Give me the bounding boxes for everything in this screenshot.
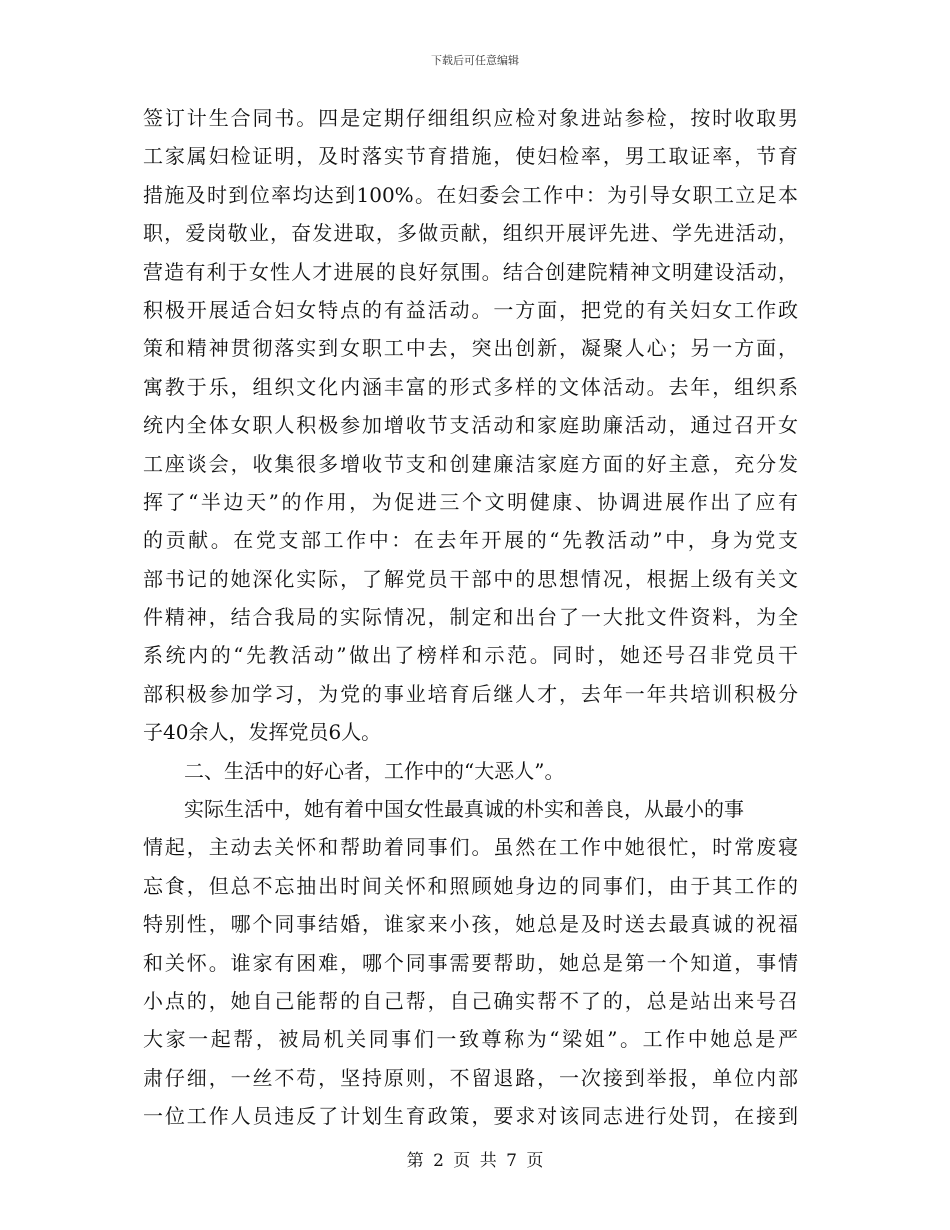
text-line: 积极开展适合妇女特点的有益活动。一方面，把党的有关妇女工作政 [143,297,798,322]
text-line: 策和精神贯彻落实到女职工中去，突出创新，凝聚人心；另一方面， [143,336,798,361]
text-line: 肃仔细，一丝不苟，坚持原则，不留退路，一次接到举报，单位内部 [143,1065,798,1090]
text-line: 的贡献。在党支部工作中：在去年开展的“先教活动”中，身为党支 [143,528,798,553]
text-line: 工家属妇检证明，及时落实节育措施，使妇检率，男工取证率，节育 [143,144,798,169]
text-line: 小点的，她自己能帮的自己帮，自己确实帮不了的，总是站出来号召 [143,988,798,1013]
text-line: 寓教于乐，组织文化内涵丰富的形式多样的文体活动。去年，组织系 [143,374,798,399]
text-line: 工座谈会，收集很多增收节支和创建廉洁家庭方面的好主意，充分发 [143,451,798,476]
document-body [143,99,798,1136]
text-line: 实际生活中，她有着中国女性最真诚的朴实和善良，从最小的事 [184,797,744,822]
text-line: 措施及时到位率均达到100%。在妇委会工作中：为引导女职工立足本 [143,182,798,207]
text-line: 忘食，但总不忘抽出时间关怀和照顾她身边的同事们，由于其工作的 [143,873,798,898]
section-heading: 二、生活中的好心者，工作中的“大恶人”。 [184,758,565,783]
text-line: 挥了“半边天”的作用，为促进三个文明健康、协调进展作出了应有 [143,489,798,514]
text-line: 特别性，哪个同事结婚，谁家来小孩，她总是及时送去最真诚的祝福 [143,912,798,937]
text-line: 部书记的她深化实际，了解党员干部中的思想情况，根据上级有关文 [143,566,798,591]
text-line: 子40余人，发挥党员6人。 [143,720,382,745]
text-line: 职，爱岗敬业，奋发进取，多做贡献，组织开展评先进、学先进活动， [143,221,798,246]
text-line: 件精神，结合我局的实际情况，制定和出台了一大批文件资料，为全 [143,605,798,630]
text-line: 情起，主动去关怀和帮助着同事们。虽然在工作中她很忙，时常废寝 [143,835,798,860]
text-line: 一位工作人员违反了计划生育政策，要求对该同志进行处罚，在接到 [143,1104,798,1129]
text-line: 系统内的“先教活动”做出了榜样和示范。同时，她还号召非党员干 [143,643,798,668]
page-number: 第 2 页 共 7 页 [406,1151,544,1171]
page-header-note: 下载后可任意编辑 [431,54,519,67]
text-line: 部积极参加学习，为党的事业培育后继人才，去年一年共培训积极分 [143,681,798,706]
text-line: 签订计生合同书。四是定期仔细组织应检对象进站参检，按时收取男 [143,106,798,130]
text-line: 大家一起帮，被局机关同事们一致尊称为“梁姐”。工作中她总是严 [143,1027,798,1052]
text-line: 和关怀。谁家有困难，哪个同事需要帮助，她总是第一个知道，事情 [143,950,798,975]
text-line: 统内全体女职人积极参加增收节支活动和家庭助廉活动，通过召开女 [143,413,798,438]
text-line: 营造有利于女性人才进展的良好氛围。结合创建院精神文明建设活动， [143,259,798,284]
